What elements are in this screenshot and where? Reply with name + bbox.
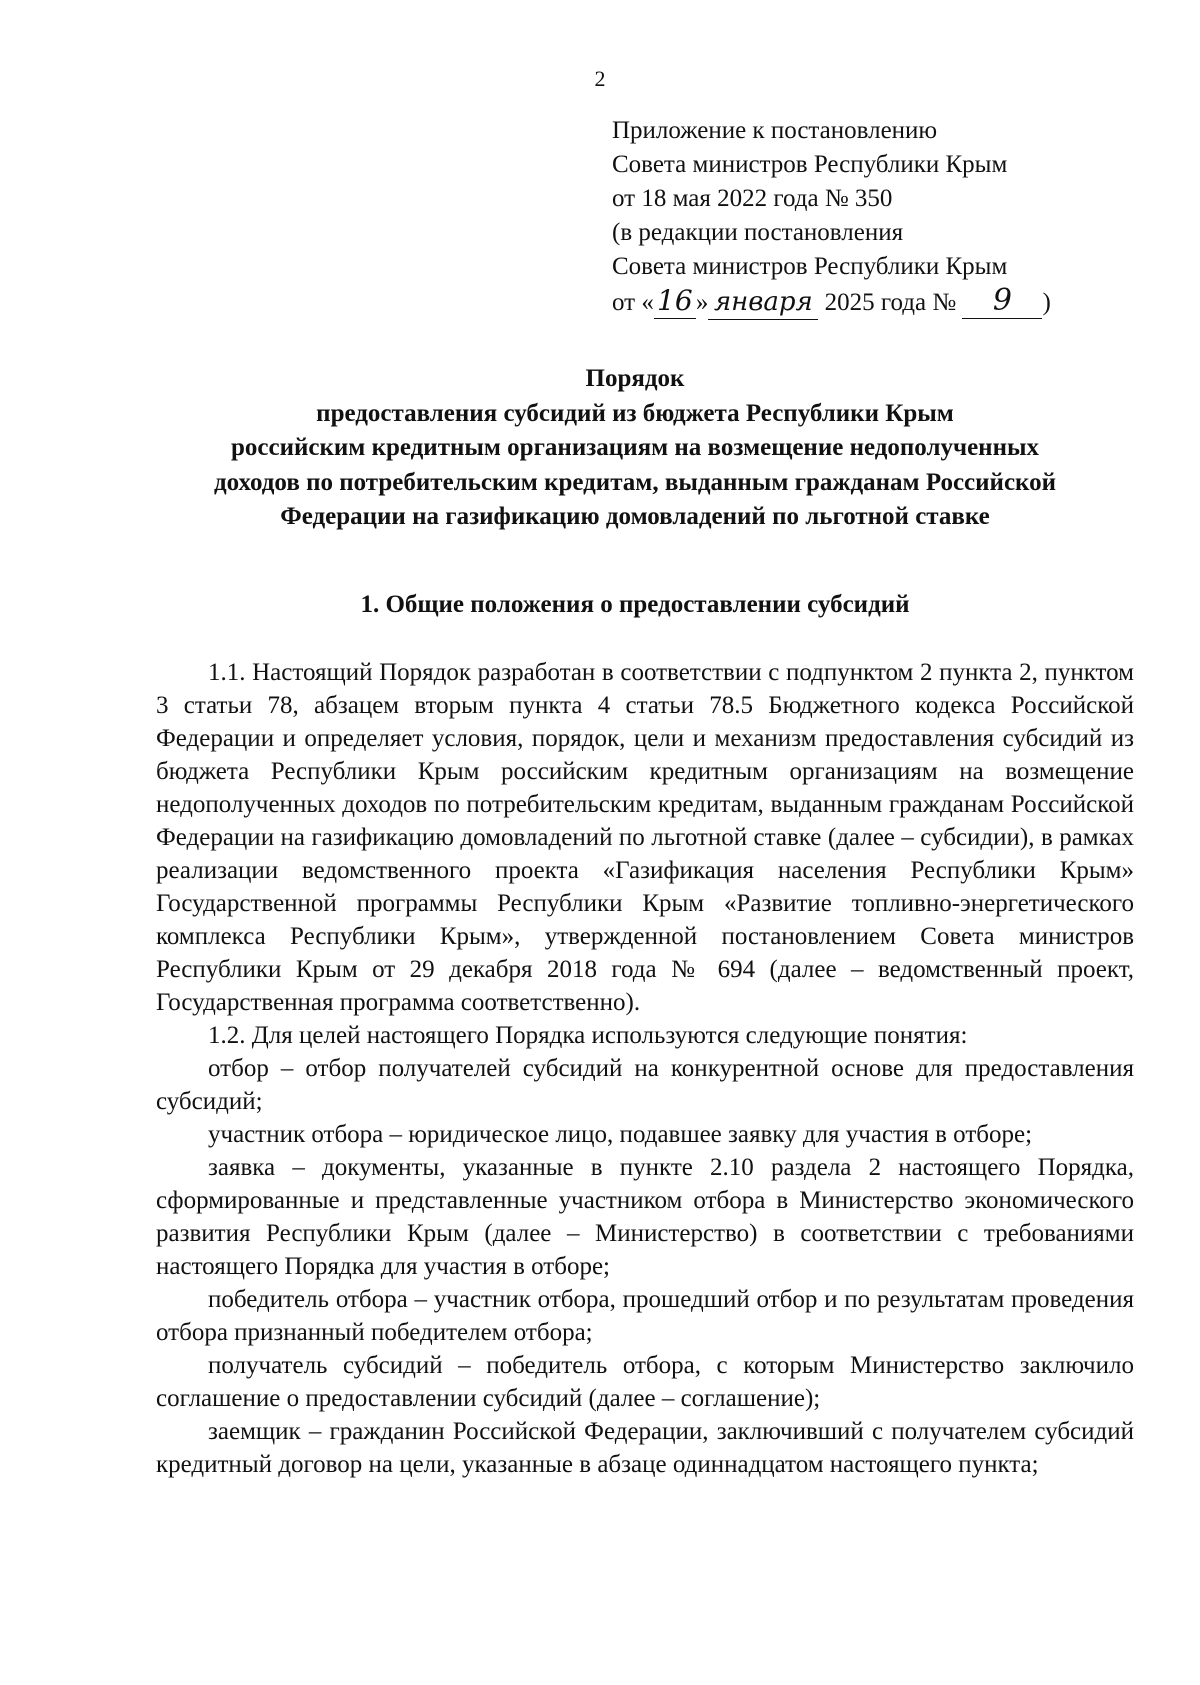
- date-suffix: ): [1042, 289, 1051, 316]
- handwritten-month: января: [708, 285, 818, 320]
- title-line-1: Порядок: [585, 365, 685, 392]
- page-number: 2: [594, 66, 606, 91]
- handwritten-number: 9: [962, 284, 1042, 319]
- section-heading: 1. Общие положения о предоставлении субсидий: [360, 591, 910, 618]
- definition-zayavka: заявка – документы, указанные в пункте 2.10 раздела 2 настоящего Порядка, сформированные и представленные участником отбора в Министерство экономического развития Республики Крым (далее – Министерство) в соответствии с требованиями настоящего Порядка для участия в отборе;: [156, 1154, 1134, 1280]
- definition-pobeditel: победитель отбора – участник отбора, прошедший отбор и по результатам проведения отбора признанный победителем отбора;: [156, 1286, 1134, 1346]
- definition-uchastnik: участник отбора – юридическое лицо, подавшее заявку для участия в отборе;: [208, 1121, 1033, 1148]
- title-line-2: предоставления субсидий из бюджета Республики Крым: [316, 399, 954, 427]
- appendix-line-5: Совета министров Республики Крым: [612, 253, 1008, 280]
- definition-zaemshchik: заемщик – гражданин Российской Федерации, заключивший с получателем субсидий кредитный договор на цели, указанные в абзаце одиннадцатом настоящего пункта;: [156, 1418, 1134, 1478]
- title-line-3: российским кредитным организациям на возмещение недополученных: [230, 434, 1040, 461]
- appendix-line-2: Совета министров Республики Крым: [612, 151, 1008, 178]
- body-text: [156, 656, 1134, 1481]
- title-line-4: доходов по потребительским кредитам, выданным гражданам Российской: [213, 468, 1057, 496]
- handwritten-day: 16: [654, 284, 696, 319]
- appendix-line-3: от 18 мая 2022 года № 350: [612, 185, 893, 212]
- date-mid: »: [695, 289, 709, 316]
- title-line-5: Федерации на газификацию домовладений по льготной ставке: [280, 503, 990, 530]
- definition-poluchatel: получатель субсидий – победитель отбора, с которым Министерство заключило соглашение о предоставлении субсидий (далее – соглашение);: [156, 1352, 1134, 1412]
- date-year: 2025 года №: [818, 289, 963, 316]
- appendix-line-1: Приложение к постановлению: [612, 117, 938, 144]
- appendix-date-line: [612, 284, 1051, 320]
- appendix-line-4: (в редакции постановления: [612, 219, 904, 246]
- date-prefix: от «: [612, 289, 654, 316]
- appendix-block: [612, 114, 1051, 320]
- paragraph-1-2: 1.2. Для целей настоящего Порядка используются следующие понятия:: [208, 1022, 968, 1049]
- paragraph-1-1: 1.1. Настоящий Порядок разработан в соответствии с подпунктом 2 пункта 2, пунктом 3 статьи 78, абзацем вторым пункта 4 статьи 78.5 Бюджетного кодекса Российской Федерации и определяет условия, порядок, цели и механизм предоставления субсидий из бюджета Республики Крым российским кредитным организациям на возмещение недополученных доходов по потребительским кредитам, выданным гражданам Российской Федерации на газификацию домовладений по льготной ставке (далее – субсидии), в рамках реализации ведомственного проекта «Газификация населения Республики Крым» Государственной программы Республики Крым «Развитие топливно-энергетического комплекса Республики Крым», утвержденной постановлением Совета министров Республики Крым от 29 декабря 2018 года № 694 (далее – ведомственный проект, Государственная программа соответственно).: [156, 659, 1134, 1016]
- definition-otbor: отбор – отбор получателей субсидий на конкурентной основе для предоставления субсидий;: [156, 1055, 1134, 1115]
- document-title: [150, 362, 1120, 535]
